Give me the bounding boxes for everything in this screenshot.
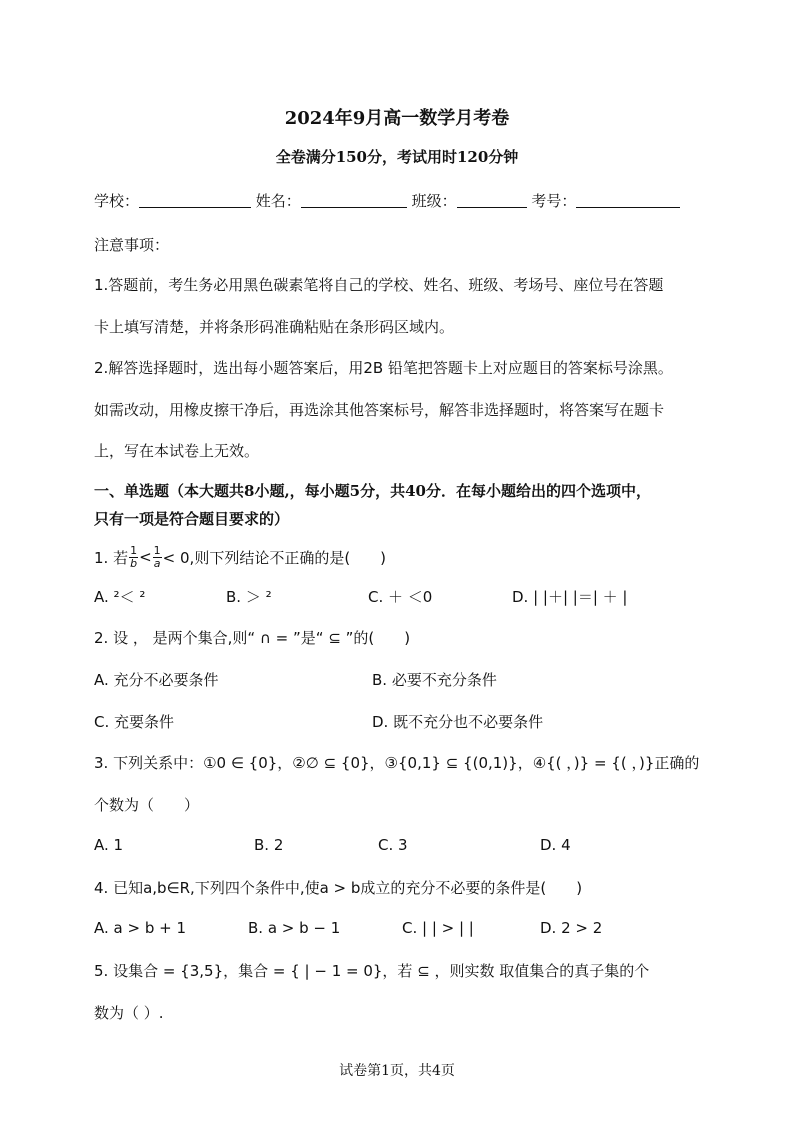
exam-number-blank[interactable] [576, 193, 680, 208]
exam-subtitle: 全卷满分150分，考试用时120分钟 [275, 148, 519, 166]
q3-option-b[interactable]: B. 2 [254, 836, 284, 854]
q4-option-c[interactable]: C. | | > | | [402, 919, 474, 937]
section-1-heading-line-1: 一、单选题（本大题共8小题,，每小题5分，共40分．在每小题给出的四个选项中， [94, 482, 651, 500]
class-blank[interactable] [457, 193, 527, 208]
page-footer: 试卷第1页，共4页 [339, 1063, 455, 1079]
q4-option-b[interactable]: B. a > b − 1 [248, 919, 341, 937]
note-1-line-2: 卡上填写清楚，并将条形码准确粘贴在条形码区域内。 [94, 318, 455, 336]
note-2-line-1: 2.解答选择题时，选出每小题答案后，用2B 铅笔把答题卡上对应题目的答案标号涂黑。 [94, 359, 673, 377]
q3-option-a[interactable]: A. 1 [94, 836, 124, 854]
info-fields-row [94, 190, 680, 211]
note-1-line-1: 1.答题前，考生务必用黑色碳素笔将自己的学校、姓名、班级、考场号、座位号在答题 [94, 276, 664, 294]
q1-suffix: < 0,则下列结论不正确的是( ) [162, 548, 387, 567]
question-3-stem-line-1: 3. 下列关系中：①0 ∈ {0}，②∅ ⊆ {0}，③{0,1} ⊆ {(0,1)}，④{( ，)} = {( ，)}正确的 [94, 754, 700, 772]
name-blank[interactable] [301, 193, 407, 208]
note-2-line-2: 如需改动，用橡皮擦干净后，再选涂其他答案标号，解答非选择题时，将答案写在题卡 [94, 401, 665, 419]
q2-option-a[interactable]: A. 充分不必要条件 [94, 671, 219, 689]
q2-option-b[interactable]: B. 必要不充分条件 [372, 671, 497, 689]
question-5-stem-line-2: 数为（ ）. [94, 1004, 164, 1022]
q1-fraction-1: $\frac{1}{b}$ [130, 543, 138, 570]
school-blank[interactable] [139, 193, 251, 208]
question-4-stem: 4. 已知a,b∈R,下列四个条件中,使a > b成立的充分不必要的条件是( ) [94, 879, 583, 897]
page-title: 2024年9月高一数学月考卷 [284, 108, 510, 129]
q4-option-a[interactable]: A. a > b + 1 [94, 919, 186, 937]
class-label: 班级： [411, 192, 457, 210]
question-2-stem: 2. 设 ， 是两个集合,则“ ∩ = ”是“ ⊆ ”的( ) [94, 629, 411, 647]
question-1-stem [94, 542, 386, 572]
exam-number-label: 考号： [531, 192, 577, 210]
section-1-heading-line-2: 只有一项是符合题目要求的） [94, 510, 290, 528]
question-3-stem-line-2: 个数为（ ） [94, 796, 200, 814]
q3-option-d[interactable]: D. 4 [540, 836, 571, 854]
q1-option-c[interactable]: C. ＋ ＜0 [368, 588, 433, 606]
q1-option-b[interactable]: B. ＞ ² [226, 588, 272, 606]
q4-option-d[interactable]: D. 2 > 2 [540, 919, 603, 937]
notes-heading: 注意事项： [94, 236, 170, 254]
question-5-stem-line-1: 5. 设集合 = {3,5}，集合 = { | − 1 = 0}，若 ⊆ ，则实数 取值集合的真子集的个 [94, 962, 650, 980]
q1-option-a[interactable]: A. ²＜ ² [94, 588, 146, 606]
q3-option-c[interactable]: C. 3 [378, 836, 408, 854]
q1-fraction-2: $\frac{1}{a}$ [153, 543, 161, 570]
q1-option-d[interactable]: D. | |＋| |＝| ＋ | [512, 588, 628, 606]
name-label: 姓名： [255, 192, 301, 210]
school-label: 学校： [94, 192, 140, 210]
note-2-line-3: 上，写在本试卷上无效。 [94, 442, 260, 460]
q1-prefix: 1. 若 [94, 548, 129, 567]
q2-option-d[interactable]: D. 既不充分也不必要条件 [372, 713, 544, 731]
q2-option-c[interactable]: C. 充要条件 [94, 713, 175, 731]
q1-less-than: < [139, 548, 152, 566]
